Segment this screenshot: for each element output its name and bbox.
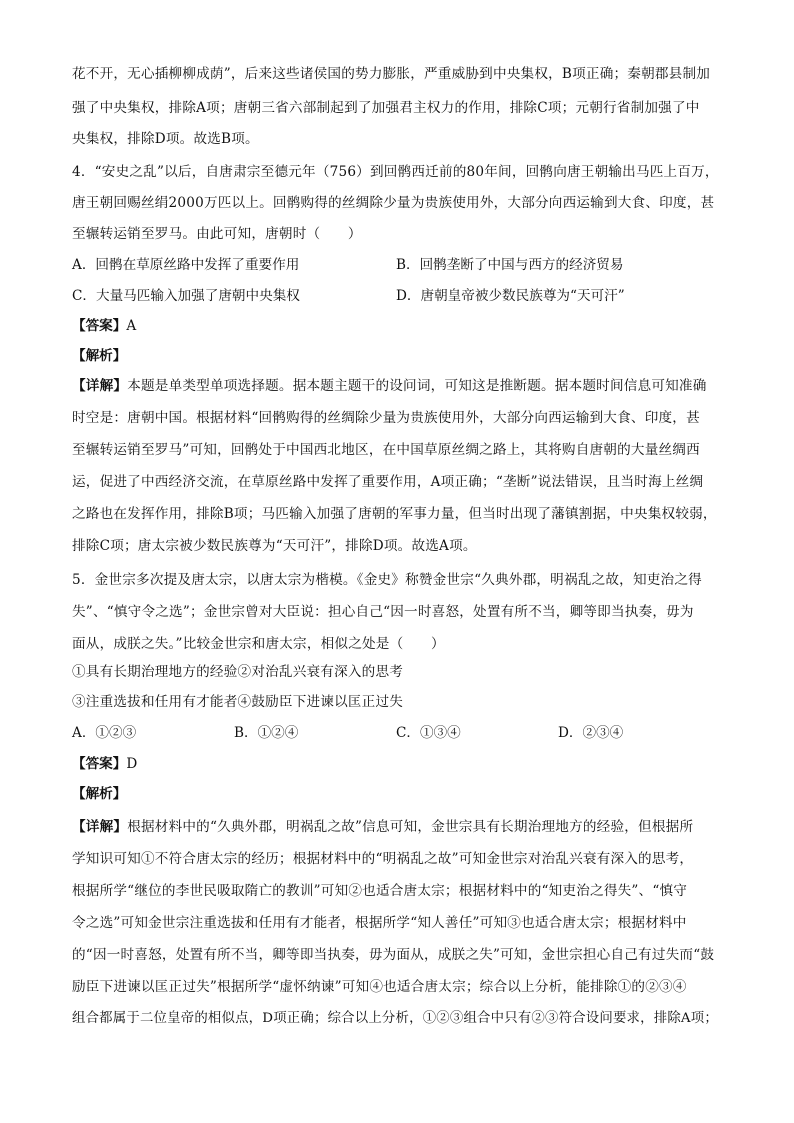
q5-detail-line: 组合都属于二位皇帝的相似点，D项正确；综合以上分析，①②③组合中只有②③符合设问要求，排除A项； <box>72 1011 718 1026</box>
q5-option-d: D．②③④ <box>558 725 624 741</box>
q5-detail-line: 令之选”可知金世宗注重选拔和任用有才能者，根据所学“知人善任”可知③也适合唐太宗；根据材料中 <box>72 915 687 931</box>
q4-option-c: C．大量马匹输入加强了唐朝中央集权 <box>72 288 300 304</box>
q5-detail-line: 学知识可知①不符合唐太宗的经历；根据材料中的“明祸乱之故”可知金世宗对治乱兴衰有深入的思考， <box>72 851 694 867</box>
answer-label: 【答案】 <box>72 318 127 334</box>
intro-line: 央集权，排除D项。故选B项。 <box>72 131 259 147</box>
q4-option-b: B．回鹘垄断了中国与西方的经济贸易 <box>396 257 624 273</box>
q5-option-a: A．①②③ <box>72 725 137 741</box>
q4-option-d: D．唐朝皇帝被少数民族尊为“天可汗” <box>396 288 625 304</box>
q4-analysis-label: 【解析】 <box>72 348 127 364</box>
q4-stem-line: 唐王朝回赐丝绢2000万匹以上。回鹘购得的丝绸除少量为贵族使用外，大部分向西运输到大食、印度，甚 <box>72 195 715 211</box>
q4-detail-line: 时空是：唐朝中国。根据材料“回鹘购得的丝绸除少量为贵族使用外，大部分向西运输到大食、印度，甚 <box>72 410 700 426</box>
q5-stem-line: ③注重选拔和任用有才能者④鼓励臣下进谏以匡正过失 <box>72 694 404 710</box>
q5-option-b: B．①②④ <box>234 725 299 741</box>
q4-option-a: A．回鹘在草原丝路中发挥了重要作用 <box>72 257 300 273</box>
q5-answer <box>72 754 137 774</box>
q5-analysis-label: 【解析】 <box>72 786 127 802</box>
q5-detail-line: 的“因一时喜怒，处置有所不当，卿等即当执奏，毋为面从，成朕之失”可知，金世宗担心自己有过失而“鼓 <box>72 947 715 963</box>
q4-detail-line: 至辗转运销至罗马”可知，回鹘处于中国西北地区，在中国草原丝绸之路上，其将购自唐朝的大量丝绸西 <box>72 442 700 458</box>
detail-label: 【详解】 <box>72 378 128 394</box>
q5-detail-line: 励臣下进谏以匡正过失”根据所学“虚怀纳谏”可知④也适合唐太宗；综合以上分析，能排除①的②③④ <box>72 979 687 995</box>
q4-detail-line: 【详解】本题是单类型单项选择题。据本题主题干的设问词，可知这是推断题。据本题时间信息可知准确 <box>72 378 707 394</box>
q5-stem-line: 面从，成朕之失。”比较金世宗和唐太宗，相似之处是（ ） <box>72 636 445 652</box>
q4-detail-line: 之路也在发挥作用，排除B项；马匹输入加强了唐朝的军事力量，但当时出现了藩镇割据，中央集权较弱， <box>72 506 717 522</box>
detail-label: 【详解】 <box>72 819 128 835</box>
q5-detail-line: 【详解】根据材料中的“久典外郡，明祸乱之故”信息可知，金世宗具有长期治理地方的经验，但根据所 <box>72 819 694 835</box>
q5-stem-line: 失”、“慎守令之选”；金世宗曾对大臣说：担心自己“因一时喜怒，处置有所不当，卿等即当执奏，毋为 <box>72 604 694 620</box>
answer-value: D <box>126 756 138 772</box>
answer-label: 【答案】 <box>72 756 127 772</box>
q5-stem-line: 5．金世宗多次提及唐太宗，以唐太宗为楷模。《金史》称赞金世宗“久典外郡，明祸乱之故，知吏治之得 <box>72 572 702 588</box>
q5-detail-line: 根据所学“继位的李世民吸取隋亡的教训”可知②也适合唐太宗；根据材料中的“知吏治之得失”、“慎守 <box>72 883 688 899</box>
q4-stem-line: 4．“安史之乱”以后，自唐肃宗至德元年（756）到回鹘西迁前的80年间，回鹘向唐王朝输出马匹上百万， <box>72 164 719 180</box>
intro-line: 强了中央集权，排除A项；唐朝三省六部制起到了加强君主权力的作用，排除C项；元朝行省制加强了中 <box>72 100 700 116</box>
answer-value: A <box>126 318 137 334</box>
q4-answer <box>72 316 136 336</box>
intro-line: 花不开，无心插柳柳成荫”，后来这些诸侯国的势力膨胀，严重威胁到中央集权，B项正确；秦朝郡县制加 <box>72 66 711 82</box>
q4-stem-line: 至辗转运销至罗马。由此可知，唐朝时（ ） <box>72 226 362 242</box>
q5-option-c: C．①③④ <box>396 725 461 741</box>
q4-detail-line: 排除C项；唐太宗被少数民族尊为“天可汗”，排除D项。故选A项。 <box>72 538 477 554</box>
q4-detail-line: 运，促进了中西经济交流，在草原丝路中发挥了重要作用，A项正确；“垄断”说法错误，且当时海上丝绸 <box>72 474 704 490</box>
q5-stem-line: ①具有长期治理地方的经验②对治乱兴衰有深入的思考 <box>72 664 404 680</box>
